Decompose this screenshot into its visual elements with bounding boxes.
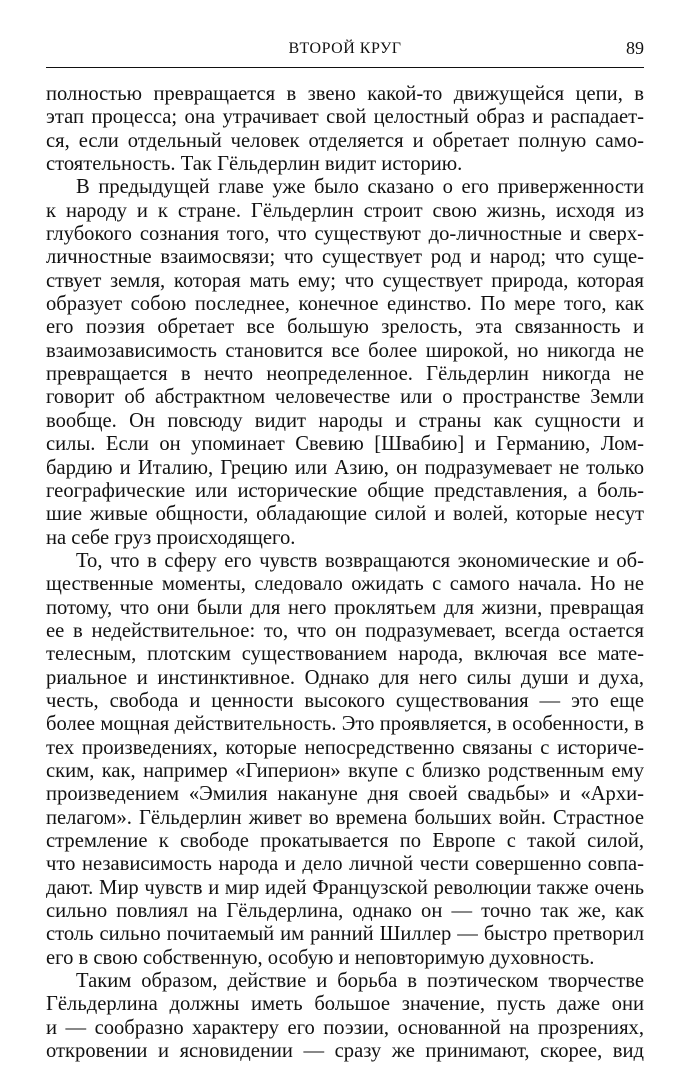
text-line: ским, как, например «Гиперион» вкупе с близко родственным ему [46, 759, 644, 782]
text-line: его поэзия обретает все большую зрелость, эта связанность и [46, 316, 644, 339]
text-line: образует собою последнее, конечное единство. По мере того, как [46, 293, 644, 316]
text-line: говорит об абстрактном человечестве или о пространстве Земли [46, 386, 644, 409]
text-line: ее в недействительное: то, что он подразумевает, всегда остается [46, 619, 644, 642]
text-line: столь сильно почитаемый им ранний Шиллер — быстро претворил [46, 923, 644, 946]
text-line: потому, что они были для него проклятьем для жизни, превращая [46, 596, 644, 619]
text-line: произведением «Эмилия накануне дня своей свадьбы» и «Архи- [46, 783, 644, 806]
text-line: личностные взаимосвязи; что существует род и народ; что суще- [46, 246, 644, 269]
text-line: глубокого сознания того, что существуют до-личностные и сверх- [46, 223, 644, 246]
text-line: дают. Мир чувств и мир идей Французской революции также очень [46, 876, 644, 899]
text-line: стремление к свободе прокатывается по Европе с такой силой, [46, 830, 644, 852]
text-line: географические или исторические общие представления, а боль- [46, 479, 644, 502]
text-line: В предыдущей главе уже было сказано о его приверженности [76, 176, 644, 199]
text-line: откровении и ясновидении — сразу же принимают, скорее, вид [46, 1040, 644, 1063]
text-line: силы. Если он упоминает Свевию [Швабию] и Германию, Лом- [46, 433, 644, 456]
text-line: превращается в нечто неопределенное. Гёльдерлин никогда не [46, 363, 644, 386]
header-rule [46, 67, 644, 68]
text-line: что независимость народа и дело личной чести совершенно совпа- [46, 853, 644, 876]
text-line: пелагом». Гёльдерлин живет во времена больших войн. Страстное [46, 806, 644, 829]
text-line: ся, если отдельный человек отделяется и обретает полную само- [46, 129, 644, 152]
text-line: и — сообразно характеру его поэзии, основанной на прозрениях, [46, 1016, 644, 1039]
text-line: тех произведениях, которые непосредственно связаны с историче- [46, 736, 644, 759]
text-line: взаимозависимость становится все более широкой, но никогда не [46, 339, 644, 362]
text-line: Таким образом, действие и борьба в поэтическом творчестве [76, 970, 644, 993]
text-line: бардию и Италию, Грецию или Азию, он подразумевает не только [46, 456, 644, 479]
text-line: телесным, плотским существованием народа, включая все мате- [46, 643, 644, 666]
text-line: щественные моменты, следовало ожидать с самого начала. Но не [46, 573, 644, 596]
running-title: ВТОРОЙ КРУГ [288, 40, 402, 57]
text-line: шие живые общности, обладающие силой и волей, которые несут [46, 503, 644, 526]
text-line: к народу и к стране. Гёльдерлин строит свою жизнь, исходя из [46, 199, 644, 222]
text-line: честь, свобода и ценности высокого существования — это еще [46, 689, 644, 712]
text-line: риальное и инстинктивное. Однако для него силы души и духа, [46, 666, 644, 689]
text-line: Гёльдерлина должны иметь большое значение, пусть даже они [46, 993, 644, 1016]
text-line: То, что в сферу его чувств возвращаются экономические и об- [76, 549, 644, 572]
text-line: более мощная действительность. Это проявляется, в особенности, в [46, 713, 644, 736]
running-head [46, 38, 644, 64]
text-line: полностью превращается в звено какой-то движущейся цепи, в [46, 83, 644, 105]
body-text [46, 83, 644, 1063]
text-line: ствует земля, которая мать ему; что существует природа, которая [46, 269, 644, 292]
text-line: вообще. Он повсюду видит народы и страны как сущности и [46, 409, 644, 432]
text-line: стоятельность. Так Гёльдерлин видит историю. [46, 153, 463, 176]
page-number: 89 [626, 38, 644, 58]
text-line: этап процесса; она утрачивает свой целостный образ и распадает- [46, 106, 644, 129]
text-line: его в свою собственную, особую и неповторимую духовность. [46, 946, 595, 969]
text-line: сильно повлиял на Гёльдерлина, однако он — точно так же, как [46, 900, 644, 923]
text-line: на себе груз происходящего. [46, 526, 296, 549]
